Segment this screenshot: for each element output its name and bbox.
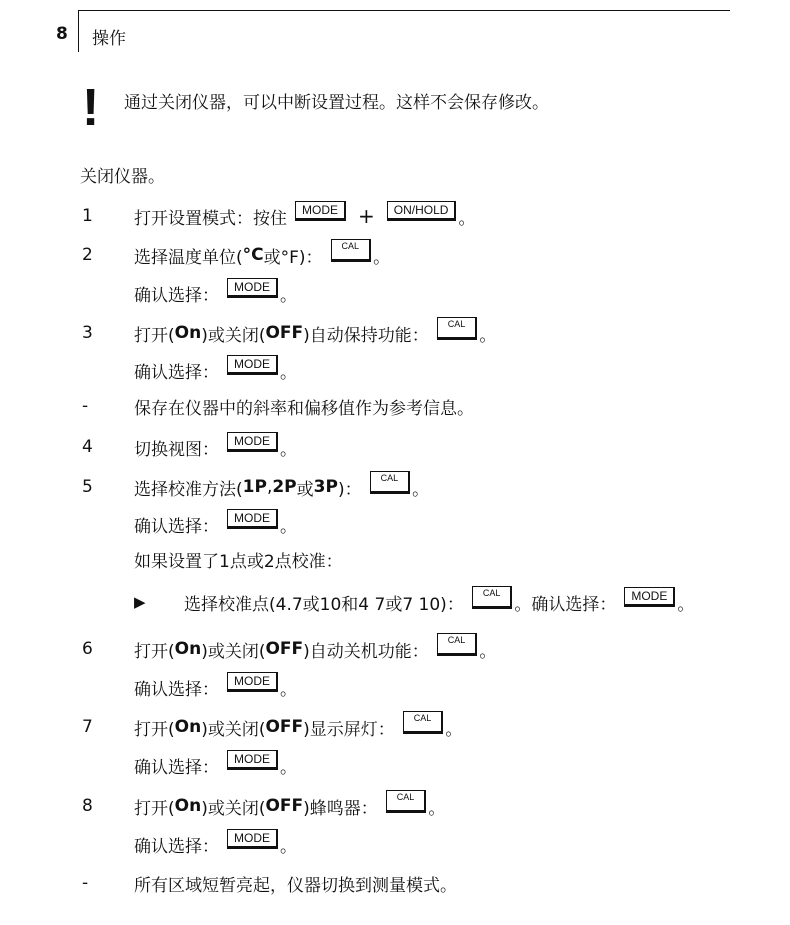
cal-key: CAL <box>403 711 444 734</box>
step-number: 4 <box>82 437 93 457</box>
step-text: 打开设置模式：按住 <box>134 208 287 229</box>
mode-key: MODE <box>227 750 278 770</box>
note-text: 通过关闭仪器，可以中断设置过程。这样不会保存修改。 <box>124 93 549 113</box>
step-number: 2 <box>82 245 93 265</box>
cal-key: CAL <box>370 471 411 494</box>
mode-key: MODE <box>227 432 278 452</box>
header-rule <box>78 10 730 11</box>
step-number: 7 <box>82 717 93 737</box>
cal-key: CAL <box>386 790 427 813</box>
cal-key: CAL <box>437 633 478 656</box>
page-number: 8 <box>56 24 68 44</box>
mode-key: MODE <box>295 201 346 221</box>
cal-key: CAL <box>331 239 372 262</box>
plus-sign: + <box>358 204 375 228</box>
triangle-bullet-icon: ▶ <box>134 593 146 611</box>
exclamation-icon: ! <box>82 79 100 137</box>
cal-key: CAL <box>437 317 478 340</box>
step-number: 5 <box>82 477 93 497</box>
step-number: 8 <box>82 796 93 816</box>
intro-text: 关闭仪器。 <box>80 167 165 187</box>
mode-key: MODE <box>227 355 278 375</box>
step-number: 6 <box>82 639 93 659</box>
mode-key: MODE <box>227 278 278 298</box>
mode-key: MODE <box>624 587 675 607</box>
mode-key: MODE <box>227 509 278 529</box>
mode-key: MODE <box>227 672 278 692</box>
onhold-key: ON/HOLD <box>387 201 457 221</box>
step-number: 1 <box>82 206 93 226</box>
mode-key: MODE <box>227 829 278 849</box>
cal-key: CAL <box>472 586 513 609</box>
header-divider <box>78 10 79 52</box>
section-title: 操作 <box>92 29 126 49</box>
step-number: 3 <box>82 323 93 343</box>
